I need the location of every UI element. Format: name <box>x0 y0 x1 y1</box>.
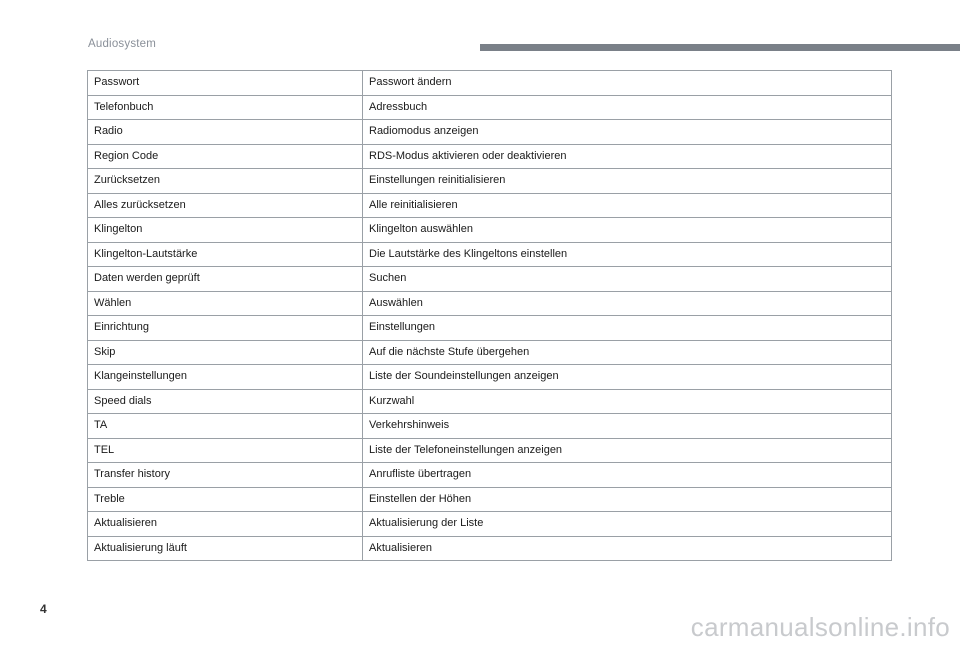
page-number: 4 <box>40 602 47 616</box>
section-title: Audiosystem <box>88 38 157 50</box>
table-row <box>88 316 892 341</box>
term-cell: Passwort <box>88 71 363 96</box>
term-cell: Aktualisieren <box>88 512 363 537</box>
meaning-cell: Aktualisierung der Liste <box>363 512 892 537</box>
watermark: carmanualsonline.info <box>690 612 950 642</box>
terminology-table <box>87 70 892 561</box>
table-row <box>88 389 892 414</box>
table-row <box>88 340 892 365</box>
term-cell: Einrichtung <box>88 316 363 341</box>
meaning-cell: Passwort ändern <box>363 71 892 96</box>
term-cell: Klingelton-Lautstärke <box>88 242 363 267</box>
meaning-cell: Einstellungen reinitialisieren <box>363 169 892 194</box>
term-cell: Treble <box>88 487 363 512</box>
header-accent-bar <box>480 44 960 51</box>
meaning-cell: Einstellen der Höhen <box>363 487 892 512</box>
table-row <box>88 193 892 218</box>
term-cell: Klangeinstellungen <box>88 365 363 390</box>
meaning-cell: Einstellungen <box>363 316 892 341</box>
table-row <box>88 242 892 267</box>
table-row <box>88 291 892 316</box>
term-cell: Radio <box>88 120 363 145</box>
table-row <box>88 95 892 120</box>
meaning-cell: Anrufliste übertragen <box>363 463 892 488</box>
term-cell: Aktualisierung läuft <box>88 536 363 561</box>
meaning-cell: Die Lautstärke des Klingeltons einstellen <box>363 242 892 267</box>
meaning-cell: Adressbuch <box>363 95 892 120</box>
table-row <box>88 487 892 512</box>
table-row <box>88 463 892 488</box>
term-cell: Telefonbuch <box>88 95 363 120</box>
term-cell: Transfer history <box>88 463 363 488</box>
term-cell: Zurücksetzen <box>88 169 363 194</box>
term-cell: TA <box>88 414 363 439</box>
meaning-cell: Auf die nächste Stufe übergehen <box>363 340 892 365</box>
term-cell: Skip <box>88 340 363 365</box>
meaning-cell: Kurzwahl <box>363 389 892 414</box>
term-cell: Alles zurücksetzen <box>88 193 363 218</box>
table-row <box>88 414 892 439</box>
meaning-cell: Liste der Soundeinstellungen anzeigen <box>363 365 892 390</box>
table-row <box>88 536 892 561</box>
term-cell: Speed dials <box>88 389 363 414</box>
table-row <box>88 71 892 96</box>
table-row <box>88 144 892 169</box>
table-body <box>88 71 892 561</box>
meaning-cell: Auswählen <box>363 291 892 316</box>
meaning-cell: RDS-Modus aktivieren oder deaktivieren <box>363 144 892 169</box>
table-row <box>88 438 892 463</box>
meaning-cell: Verkehrshinweis <box>363 414 892 439</box>
table-row <box>88 512 892 537</box>
term-cell: Wählen <box>88 291 363 316</box>
table-row <box>88 267 892 292</box>
meaning-cell: Suchen <box>363 267 892 292</box>
meaning-cell: Klingelton auswählen <box>363 218 892 243</box>
table-row <box>88 169 892 194</box>
meaning-cell: Liste der Telefoneinstellungen anzeigen <box>363 438 892 463</box>
term-cell: Klingelton <box>88 218 363 243</box>
meaning-cell: Alle reinitialisieren <box>363 193 892 218</box>
term-cell: Daten werden geprüft <box>88 267 363 292</box>
meaning-cell: Radiomodus anzeigen <box>363 120 892 145</box>
table-row <box>88 365 892 390</box>
term-cell: TEL <box>88 438 363 463</box>
table-row <box>88 218 892 243</box>
term-cell: Region Code <box>88 144 363 169</box>
meaning-cell: Aktualisieren <box>363 536 892 561</box>
table-row <box>88 120 892 145</box>
